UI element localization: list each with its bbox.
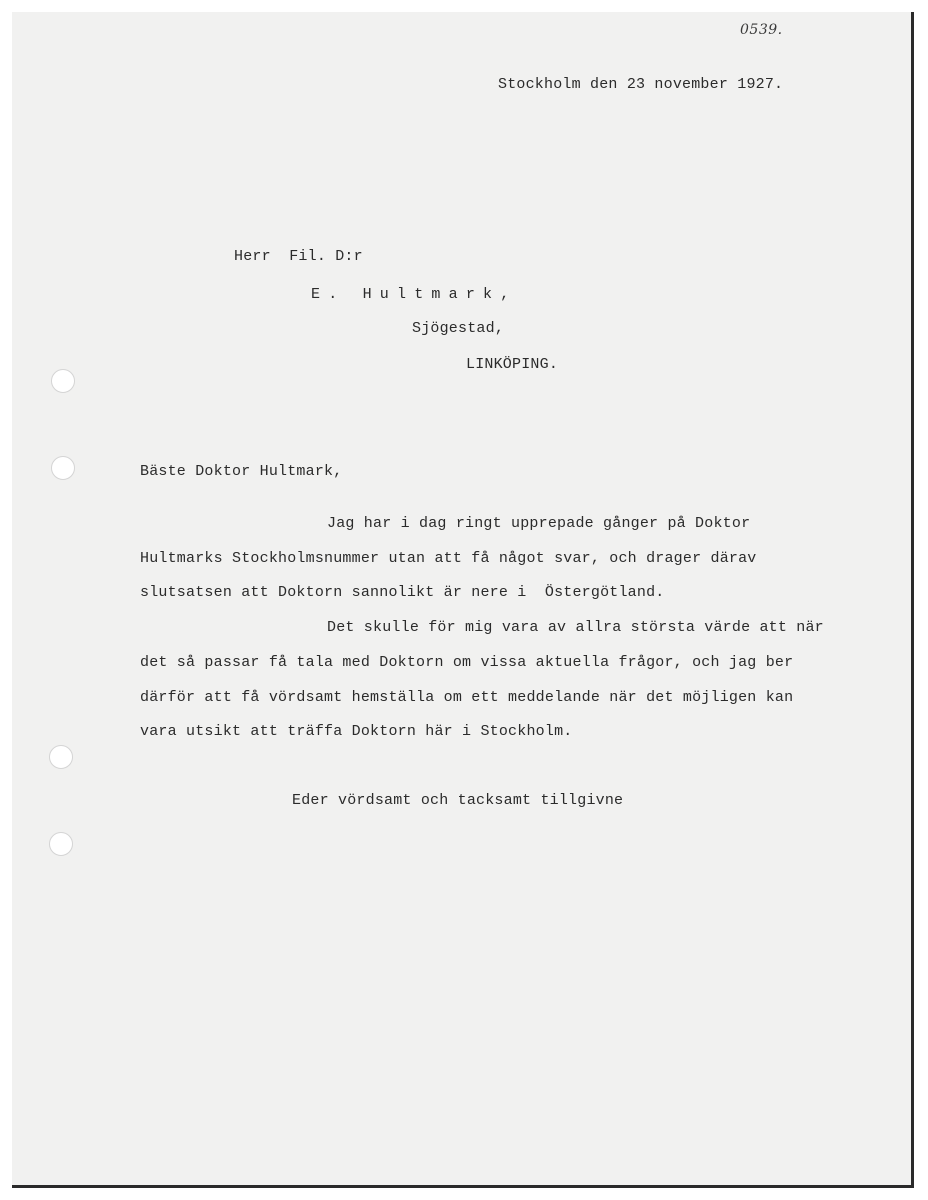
punch-hole xyxy=(51,369,75,393)
address-place: Sjögestad, xyxy=(412,320,505,337)
paragraph1-line: slutsatsen att Doktorn sannolikt är nere i Östergötland. xyxy=(140,584,665,601)
paragraph1-line: Hultmarks Stockholmsnummer utan att få något svar, och drager därav xyxy=(140,550,757,567)
paragraph2-line: det så passar få tala med Doktorn om vissa aktuella frågor, och jag ber xyxy=(140,654,794,671)
punch-hole xyxy=(49,745,73,769)
paragraph2-line: Det skulle för mig vara av allra största värde att när xyxy=(327,619,824,636)
punch-hole xyxy=(49,832,73,856)
closing: Eder vördsamt och tacksamt tillgivne xyxy=(292,792,624,809)
paragraph1-line: Jag har i dag ringt upprepade gånger på Doktor xyxy=(327,515,751,532)
address-city: LINKÖPING. xyxy=(466,356,559,373)
address-title: Herr Fil. D:r xyxy=(234,248,363,265)
paragraph2-line: vara utsikt att träffa Doktorn här i Stockholm. xyxy=(140,723,573,740)
salutation: Bäste Doktor Hultmark, xyxy=(140,463,343,480)
punch-hole xyxy=(51,456,75,480)
address-name: E. Hultmark, xyxy=(311,286,518,303)
date-line: Stockholm den 23 november 1927. xyxy=(498,76,784,93)
archive-number: 0539. xyxy=(740,22,783,38)
paragraph2-line: därför att få vördsamt hemställa om ett meddelande när det möjligen kan xyxy=(140,689,794,706)
